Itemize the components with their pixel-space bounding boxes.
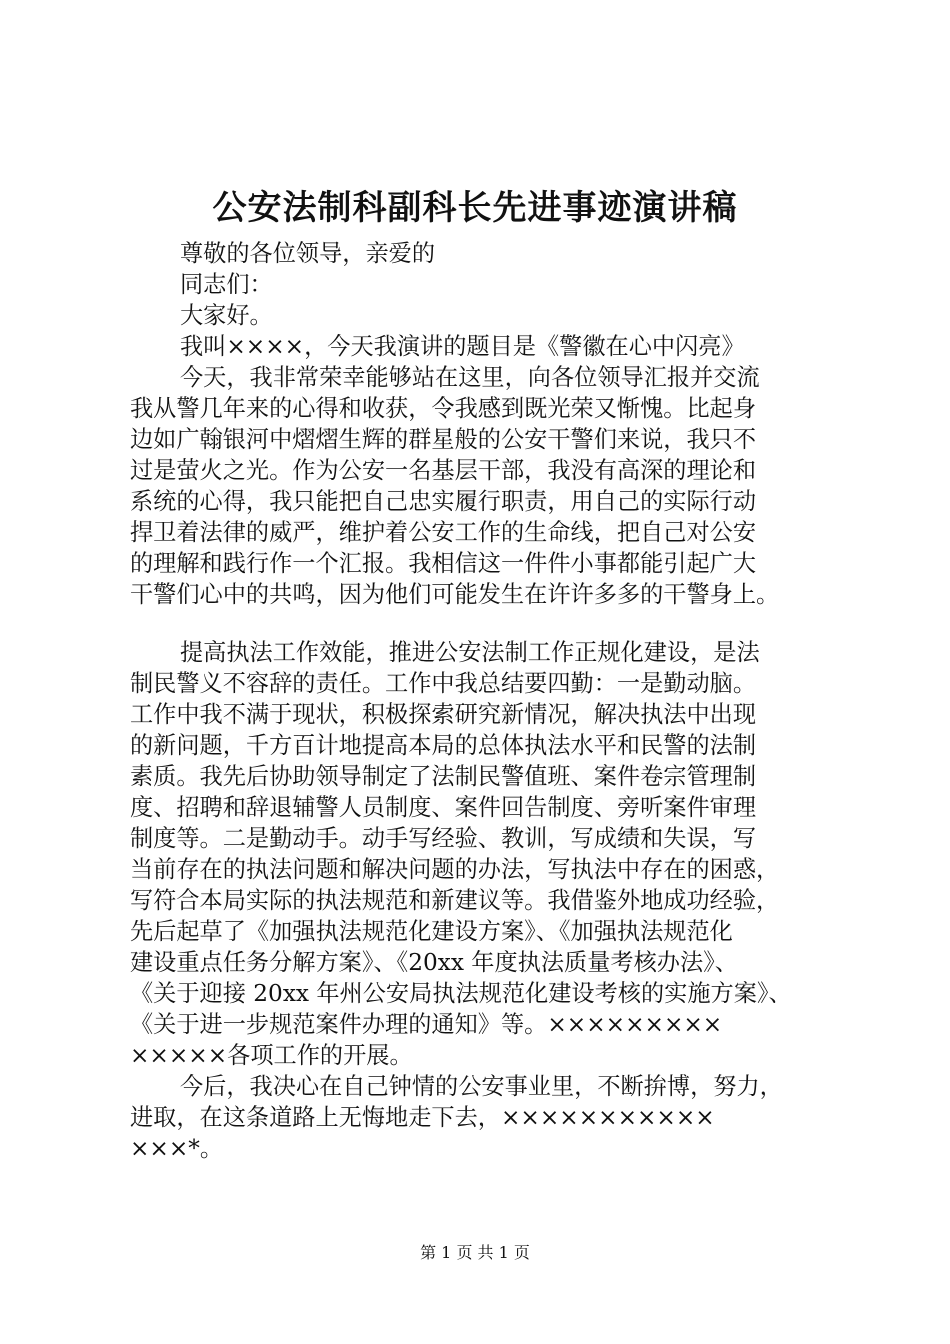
- paragraph-line: 进取，在这条道路上无悔地走下去，×××××××××××: [130, 1104, 715, 1131]
- paragraph-line: 的新问题，千方百计地提高本局的总体执法水平和民警的法制: [130, 732, 757, 759]
- paragraph-line: 先后起草了《加强执法规范化建设方案》、《加强执法规范化: [130, 918, 733, 945]
- page-footer: 第 1 页 共 1 页: [420, 1243, 530, 1262]
- paragraph-line: 提高执法工作效能，推进公安法制工作正规化建设，是法: [180, 639, 760, 666]
- paragraph-line: 干警们心中的共鸣，因为他们可能发生在许许多多的干警身上。: [130, 581, 780, 608]
- paragraph-line: 今天，我非常荣幸能够站在这里，向各位领导汇报并交流: [180, 364, 760, 391]
- paragraph-line: 制度等。二是勤动手。动手写经验、教训，写成绩和失误，写: [130, 825, 757, 852]
- paragraph-line: ×××××各项工作的开展。: [130, 1042, 413, 1069]
- paragraph-line: 边如广翰银河中熠熠生辉的群星般的公安干警们来说，我只不: [130, 426, 757, 453]
- paragraph-line: 我从警几年来的心得和收获，令我感到既光荣又惭愧。比起身: [130, 395, 757, 422]
- paragraph-line: 今后，我决心在自己钟情的公安事业里，不断拚博，努力，: [180, 1073, 783, 1100]
- paragraph-line: 过是萤火之光。作为公安一名基层干部，我没有高深的理论和: [130, 457, 757, 484]
- paragraph-line: 写符合本局实际的执法规范和新建议等。我借鉴外地成功经验，: [130, 887, 780, 914]
- paragraph-line: 度、招聘和辞退辅警人员制度、案件回告制度、旁听案件审理: [130, 794, 757, 821]
- paragraph-line: 建设重点任务分解方案》、《20xx 年度执法质量考核办法》、: [130, 949, 738, 976]
- paragraph-line: 当前存在的执法问题和解决问题的办法，写执法中存在的困惑，: [130, 856, 780, 883]
- speech-intro-line: 我叫××××，今天我演讲的题目是《警徽在心中闪亮》: [180, 333, 745, 360]
- paragraph-line: 捍卫着法律的威严，维护着公安工作的生命线，把自己对公安: [130, 519, 757, 546]
- paragraph-line: 素质。我先后协助领导制定了法制民警值班、案件卷宗管理制: [130, 763, 757, 790]
- paragraph-line: 的理解和践行作一个汇报。我相信这一件件小事都能引起广大: [130, 550, 757, 577]
- paragraph-line: 制民警义不容辞的责任。工作中我总结要四勤：一是勤动脑。: [130, 670, 757, 697]
- paragraph-line: 系统的心得，我只能把自己忠实履行职责，用自己的实际行动: [130, 488, 757, 515]
- paragraph-line: 《关于进一步规范案件办理的通知》等。×××××××××: [130, 1011, 723, 1038]
- document-title: 公安法制科副科长先进事迹演讲稿: [212, 188, 738, 228]
- salutation-line-2: 同志们：: [180, 271, 273, 298]
- paragraph-line: ×××*。: [130, 1135, 224, 1162]
- salutation-line-1: 尊敬的各位领导，亲爱的: [180, 240, 436, 267]
- paragraph-line: 《关于迎接 20xx 年州公安局执法规范化建设考核的实施方案》、: [130, 980, 792, 1007]
- paragraph-line: 工作中我不满于现状，积极探索研究新情况，解决执法中出现: [130, 701, 757, 728]
- greeting-line: 大家好。: [180, 302, 273, 329]
